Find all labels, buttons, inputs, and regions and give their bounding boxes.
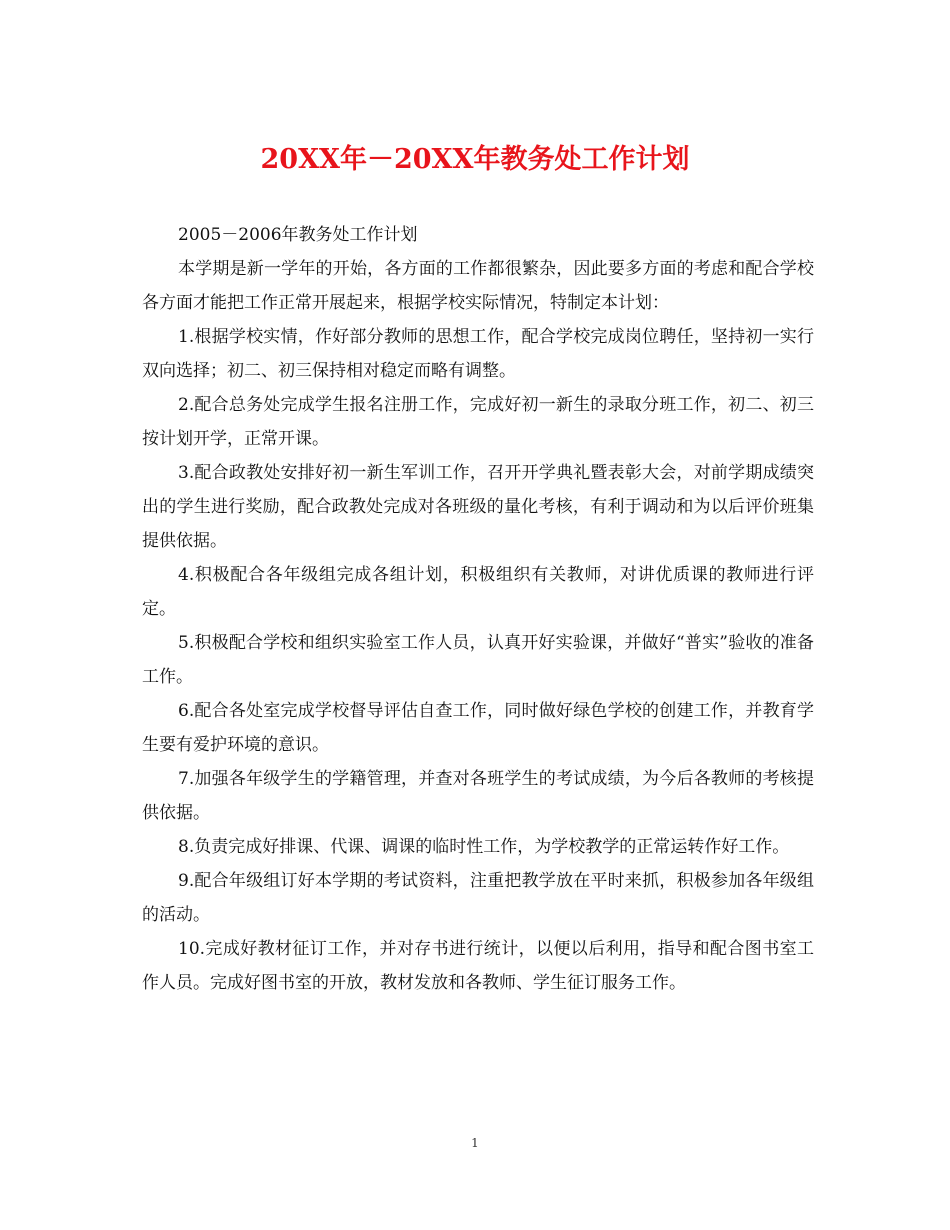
paragraph-item-8: 8.负责完成好排课、代课、调课的临时性工作，为学校教学的正常运转作好工作。 [178, 837, 790, 857]
paragraph-item-2: 2.配合总务处完成学生报名注册工作，完成好初一新生的录取分班工作，初二、初三按计划开学，正常开课。 [142, 395, 814, 449]
paragraph-item-4: 4.积极配合各年级组完成各组计划，积极组织有关教师，对讲优质课的教师进行评定。 [142, 565, 814, 619]
paragraph-item-5: 5.积极配合学校和组织实验室工作人员，认真开好实验课，并做好“普实”验收的准备工作。 [142, 633, 814, 687]
paragraph-item-3: 3.配合政教处安排好初一新生军训工作，召开开学典礼暨表彰大会，对前学期成绩突出的学生进行奖励，配合政教处完成对各班级的量化考核，有利于调动和为以后评价班集提供依据。 [142, 463, 814, 551]
document-body [142, 218, 814, 1000]
paragraph-item-10: 10.完成好教材征订工作，并对存书进行统计，以便以后利用，指导和配合图书室工作人员。完成好图书室的开放，教材发放和各教师、学生征订服务工作。 [142, 939, 814, 993]
paragraph-item-1: 1.根据学校实情，作好部分教师的思想工作，配合学校完成岗位聘任，坚持初一实行双向选择；初二、初三保持相对稳定而略有调整。 [142, 327, 814, 381]
paragraph-intro: 本学期是新一学年的开始，各方面的工作都很繁杂，因此要多方面的考虑和配合学校各方面才能把工作正常开展起来，根据学校实际情况，特制定本计划： [142, 259, 814, 313]
paragraph-item-6: 6.配合各处室完成学校督导评估自查工作，同时做好绿色学校的创建工作，并教育学生要有爱护环境的意识。 [142, 701, 814, 755]
paragraph-item-9: 9.配合年级组订好本学期的考试资料，注重把教学放在平时来抓，积极参加各年级组的活动。 [142, 871, 814, 925]
paragraph-item-7: 7.加强各年级学生的学籍管理，并查对各班学生的考试成绩，为今后各教师的考核提供依据。 [142, 769, 814, 823]
page-number: 1 [471, 1136, 479, 1150]
document-subtitle: 2005－2006年教务处工作计划 [178, 225, 418, 245]
document-title: 20XX年－20XX年教务处工作计划 [260, 144, 690, 175]
